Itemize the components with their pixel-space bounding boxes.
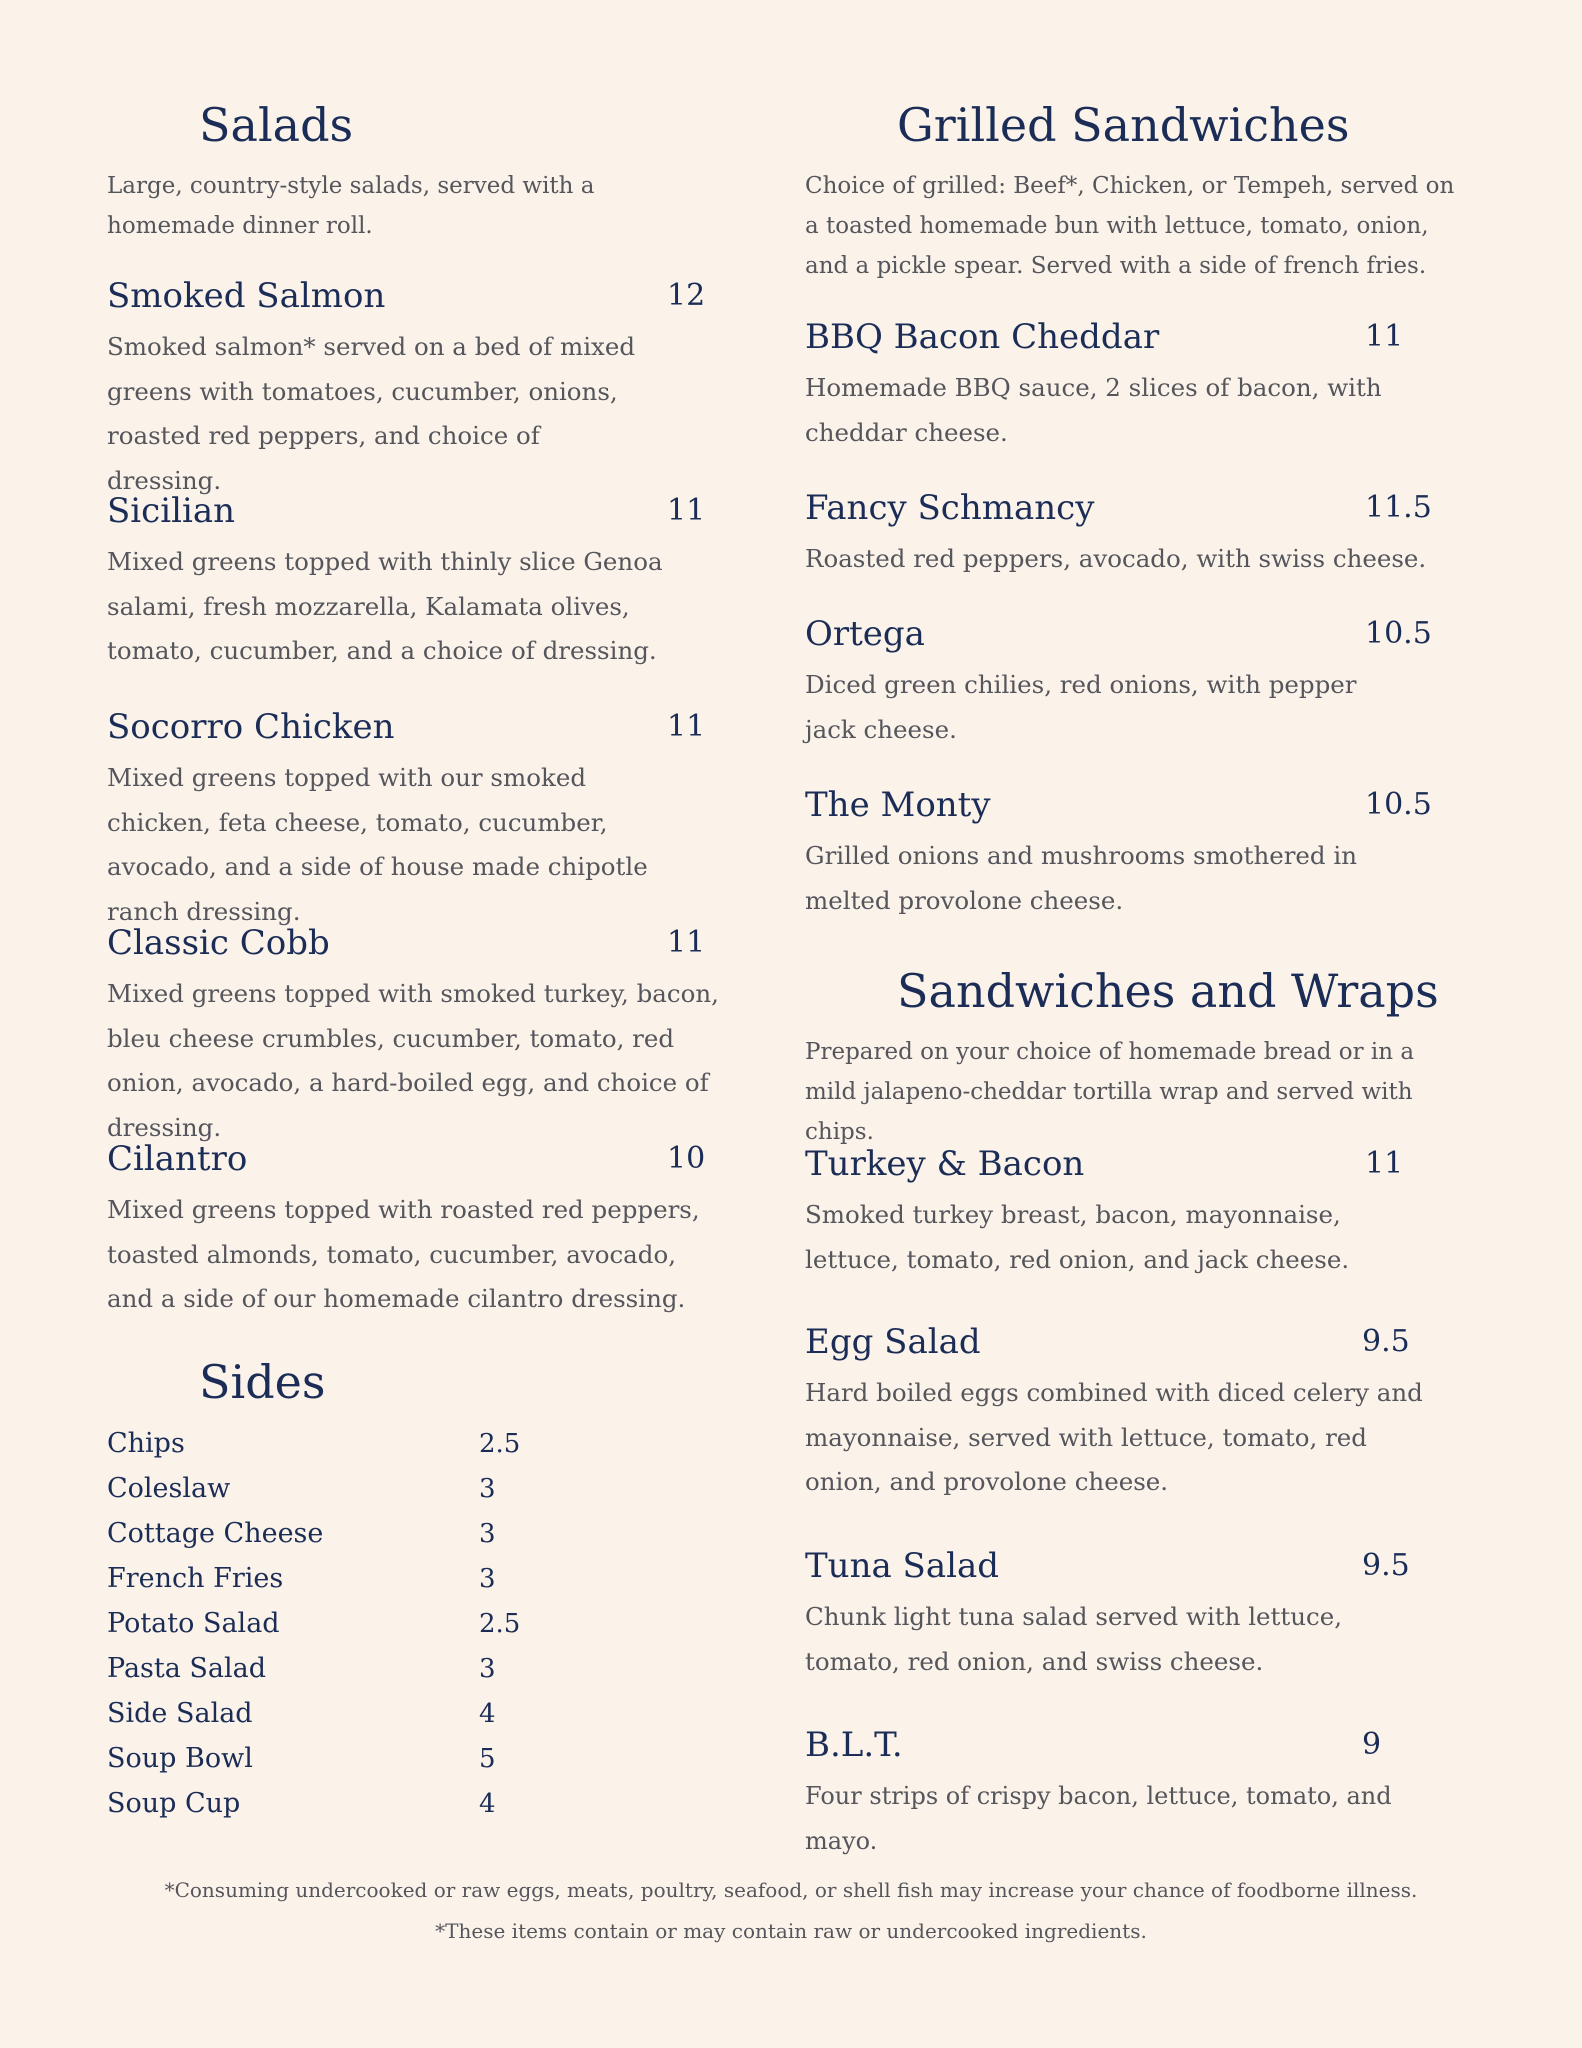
side-item (107, 1692, 527, 1737)
footnote-raw-ingredients: *These items contain or may contain raw or undercooked ingredients. (435, 1919, 1147, 1943)
side-item (107, 1422, 527, 1467)
item-description: Diced green chilies, red onions, with pepper jack cheese. (805, 670, 1357, 744)
item-description: Hard boiled eggs combined with diced celery and mayonnaise, served with lettuce, tomato, red onion, and provolone cheese. (805, 1378, 1423, 1496)
side-price: 4 (479, 1699, 496, 1729)
side-item (107, 1647, 527, 1692)
item-name: Fancy Schmancy (805, 488, 1095, 528)
side-name: Coleslaw (107, 1473, 231, 1504)
item-price: 9.5 (1362, 1324, 1410, 1359)
footnote-foodborne-illness: *Consuming undercooked or raw eggs, meats, poultry, seafood, or shell fish may increase your chance of foodborne illness. (164, 1878, 1418, 1902)
sides-title: Sides (199, 1355, 326, 1409)
item-description: Homemade BBQ sauce, 2 slices of bacon, with cheddar cheese. (805, 373, 1382, 447)
side-price: 5 (479, 1744, 496, 1774)
item-price: 11.5 (1365, 490, 1432, 525)
side-name: Potato Salad (107, 1608, 280, 1639)
item-price: 11 (667, 493, 706, 528)
side-item (107, 1467, 527, 1512)
item-price: 11 (667, 925, 706, 960)
salads-title: Salads (199, 98, 354, 152)
side-price: 3 (479, 1564, 496, 1594)
side-price: 3 (479, 1654, 496, 1684)
item-name: Sicilian (107, 491, 235, 531)
side-name: Soup Cup (107, 1788, 241, 1819)
side-item (107, 1512, 527, 1557)
item-name: Smoked Salmon (107, 276, 386, 316)
item-price: 12 (667, 278, 706, 313)
item-name: Cilantro (107, 1139, 248, 1179)
item-description: Four strips of crispy bacon, lettuce, tomato, and mayo. (805, 1782, 1392, 1855)
grilled-sandwiches-title: Grilled Sandwiches (897, 98, 1350, 152)
item-name: BBQ Bacon Cheddar (805, 317, 1160, 357)
side-name: Side Salad (107, 1698, 253, 1729)
item-name: Tuna Salad (805, 1546, 1000, 1586)
side-price: 2.5 (479, 1609, 521, 1639)
side-name: Soup Bowl (107, 1743, 253, 1774)
grilled-sandwiches-description: Choice of grilled: Beef*, Chicken, or Tempeh, served on a toasted homemade bun with lettuce, tomato, onion, and a pickle spear. Served with a side of french fries. (805, 173, 1455, 279)
item-price: 9 (1362, 1727, 1382, 1762)
item-name: The Monty (805, 785, 991, 825)
item-description: Mixed greens topped with thinly slice Genoa salami, fresh mozzarella, Kalamata olives, tomato, cucumber, and a choice of dressing. (107, 547, 663, 665)
sandwiches-wraps-description: Prepared on your choice of homemade bread or in a mild jalapeno-cheddar tortilla wrap and served with chips. (805, 1039, 1415, 1145)
item-name: B.L.T. (805, 1725, 903, 1765)
salads-description: Large, country-style salads, served with a homemade dinner roll. (107, 173, 595, 239)
side-name: Pasta Salad (107, 1653, 267, 1684)
side-name: Cottage Cheese (107, 1518, 324, 1549)
item-price: 11 (667, 709, 706, 744)
item-name: Socorro Chicken (107, 707, 395, 747)
item-description: Mixed greens topped with roasted red peppers, toasted almonds, tomato, cucumber, avocado, and a side of our homemade cilantro dressing. (107, 1195, 700, 1313)
item-price: 11 (1365, 319, 1404, 354)
item-price: 9.5 (1362, 1548, 1410, 1583)
item-description: Chunk light tuna salad served with lettuce, tomato, red onion, and swiss cheese. (805, 1602, 1343, 1676)
item-name: Classic Cobb (107, 923, 330, 963)
side-item (107, 1602, 527, 1647)
item-price: 10 (667, 1141, 706, 1176)
item-price: 10.5 (1365, 616, 1432, 651)
side-item (107, 1782, 527, 1827)
item-name: Egg Salad (805, 1322, 981, 1362)
item-price: 11 (1365, 1146, 1404, 1181)
side-price: 2.5 (479, 1429, 521, 1459)
item-description: Roasted red peppers, avocado, with swiss cheese. (805, 544, 1427, 573)
side-name: Chips (107, 1428, 185, 1459)
item-description: Smoked turkey breast, bacon, mayonnaise, lettuce, tomato, red onion, and jack cheese. (805, 1200, 1350, 1274)
item-price: 10.5 (1365, 787, 1432, 822)
sandwiches-wraps-title: Sandwiches and Wraps (897, 964, 1439, 1018)
side-price: 4 (479, 1789, 496, 1819)
item-description: Smoked salmon* served on a bed of mixed greens with tomatoes, cucumber, onions, roasted red peppers, and choice of dressing. (107, 332, 636, 495)
item-name: Turkey & Bacon (805, 1144, 1085, 1184)
item-name: Ortega (805, 614, 925, 654)
side-price: 3 (479, 1474, 496, 1504)
item-description: Mixed greens topped with smoked turkey, bacon, bleu cheese crumbles, cucumber, tomato, red onion, avocado, a hard-boiled egg, and choice of dressing. (107, 979, 719, 1142)
side-name: French Fries (107, 1563, 284, 1594)
item-description: Grilled onions and mushrooms smothered in melted provolone cheese. (805, 841, 1358, 915)
item-description: Mixed greens topped with our smoked chicken, feta cheese, tomato, cucumber, avocado, and a side of house made chipotle ranch dressing. (107, 763, 648, 926)
side-item (107, 1737, 527, 1782)
side-item (107, 1557, 527, 1602)
side-price: 3 (479, 1519, 496, 1549)
